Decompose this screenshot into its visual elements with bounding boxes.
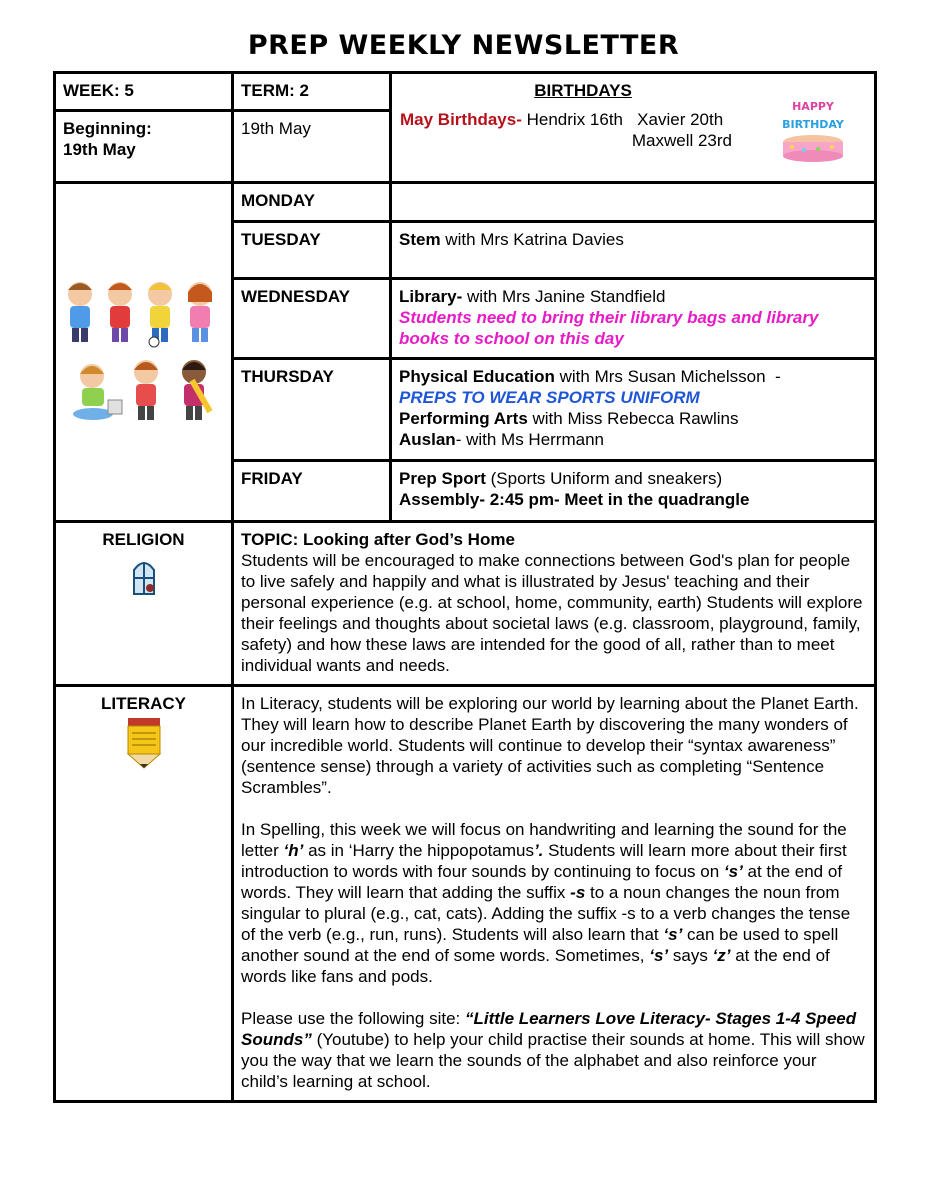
friday-assembly: Assembly- 2:45 pm- Meet in the quadrangle <box>399 490 750 509</box>
birthdays-cell <box>391 73 876 183</box>
wednesday-teacher: with Mrs Janine Standfield <box>462 287 666 306</box>
beginning-date: 19th May <box>63 140 136 159</box>
thursday-cell: THURSDAY <box>233 359 391 461</box>
tuesday-subject: Stem <box>399 230 441 249</box>
tuesday-cell: TUESDAY <box>233 222 391 279</box>
child-icon <box>68 282 92 342</box>
thursday-uniform-note: PREPS TO WEAR SPORTS UNIFORM <box>399 388 700 407</box>
wednesday-note: Students need to bring their library bags and library books to school on this day <box>399 308 819 348</box>
thursday-activities <box>391 359 876 461</box>
literacy-paragraph-1: In Literacy, students will be exploring our world by learning about the Planet Earth. They will learn how to describe Planet Earth by discovering the many wonders of our incredible world. Students will continue to develop their “syntax awareness” (sentence sense) through a variety of activities such as completing “Sentence Scrambles”. <box>241 694 859 797</box>
cake-text-happy: HAPPY <box>792 100 834 113</box>
child-icon <box>73 364 122 420</box>
thursday-pe-subject: Physical Education <box>399 367 555 386</box>
tuesday-activities <box>391 222 876 279</box>
birthdays-heading: BIRTHDAYS <box>534 81 632 100</box>
thursday-arts-subject: Performing Arts <box>399 409 528 428</box>
cake-text-birthday: BIRTHDAY <box>782 118 844 131</box>
date-cell: 19th May <box>233 111 391 183</box>
thursday-auslan-teacher: - with Ms Herrmann <box>455 430 604 449</box>
child-icon <box>148 282 172 347</box>
tuesday-teacher: with Mrs Katrina Davies <box>440 230 624 249</box>
newsletter-title: PREP WEEKLY NEWSLETTER <box>247 30 680 61</box>
child-icon <box>134 360 158 420</box>
literacy-paragraph-3: Please use the following site: “Little Learners Love Literacy- Stages 1-4 Speed Sounds” (Youtube) to help your child practise their sounds at home. This will show you the way that we learn the sounds of the alphabet and also reinforce your child’s learning at school. <box>241 1009 865 1091</box>
religion-content <box>233 522 876 686</box>
birthday-cake-icon <box>780 94 846 164</box>
thursday-pe-teacher: with Mrs Susan Michelsson - <box>554 367 781 386</box>
children-illustration <box>58 272 230 432</box>
week-cell: WEEK: 5 <box>55 73 233 111</box>
wednesday-cell: WEDNESDAY <box>233 279 391 359</box>
birthdays-names-2: Maxwell 23rd <box>631 131 732 150</box>
monday-cell: MONDAY <box>233 183 391 222</box>
pencil-notepad-icon <box>124 716 164 770</box>
newsletter-table <box>53 71 877 1103</box>
birthdays-names: Hendrix 16th Xavier 20th <box>526 110 724 129</box>
religion-body: Students will be encouraged to make connections between God's plan for people to live safely and happily and what is illustrated by Jesus' teaching and their personal experience (e.g. at school, home, community, earth) Students will explore their feelings and thoughts about societal laws (e.g. classroom, playground, family, safety) and how these laws are intended for the good of all, rather than to meet individual wants and needs. <box>241 551 863 675</box>
monday-activities <box>391 183 876 222</box>
friday-sport-detail: (Sports Uniform and sneakers) <box>485 469 723 488</box>
friday-sport-subject: Prep Sport <box>399 469 486 488</box>
religion-label: RELIGION <box>102 530 185 549</box>
wednesday-subject: Library- <box>399 287 463 306</box>
literacy-paragraph-2: In Spelling, this week we will focus on handwriting and learning the sound for the letter ‘h’ as in ‘Harry the hippopotamus’. Students will learn more about their first introduction to words with four sounds by continuing to focus on ‘s’ at the end of words. They will learn that adding the suffix -s to a noun changes the noun from singular to plural (e.g., cat, cats). Adding the suffix -s to a verb changes the tense of the verb (e.g., run, runs). Students will also learn that ‘s’ can be used to spell another sound at the end of some words. Sometimes, ‘s’ says ‘z’ at the end of words like fans and pods. <box>241 820 851 986</box>
wednesday-activities <box>391 279 876 359</box>
religion-topic: TOPIC: Looking after God’s Home <box>241 530 515 549</box>
friday-cell: FRIDAY <box>233 461 391 522</box>
thursday-auslan-subject: Auslan <box>399 430 456 449</box>
beginning-cell <box>55 111 233 183</box>
literacy-label: LITERACY <box>101 694 186 713</box>
child-icon <box>182 360 213 420</box>
religion-label-cell <box>55 522 233 686</box>
literacy-label-cell <box>55 686 233 1102</box>
child-icon <box>108 282 132 342</box>
child-icon <box>188 282 212 342</box>
birthdays-label: May Birthdays- <box>400 110 522 129</box>
term-cell: TERM: 2 <box>233 73 391 111</box>
beginning-label: Beginning: <box>63 119 152 138</box>
kids-illustration-cell <box>55 183 233 522</box>
speed-sounds-site: “Little Learners Love Literacy- Stages 1-4 Speed Sounds” <box>241 1009 857 1049</box>
literacy-content <box>233 686 876 1102</box>
thursday-arts-teacher: with Miss Rebecca Rawlins <box>527 409 739 428</box>
church-window-icon <box>129 556 159 596</box>
friday-activities <box>391 461 876 522</box>
